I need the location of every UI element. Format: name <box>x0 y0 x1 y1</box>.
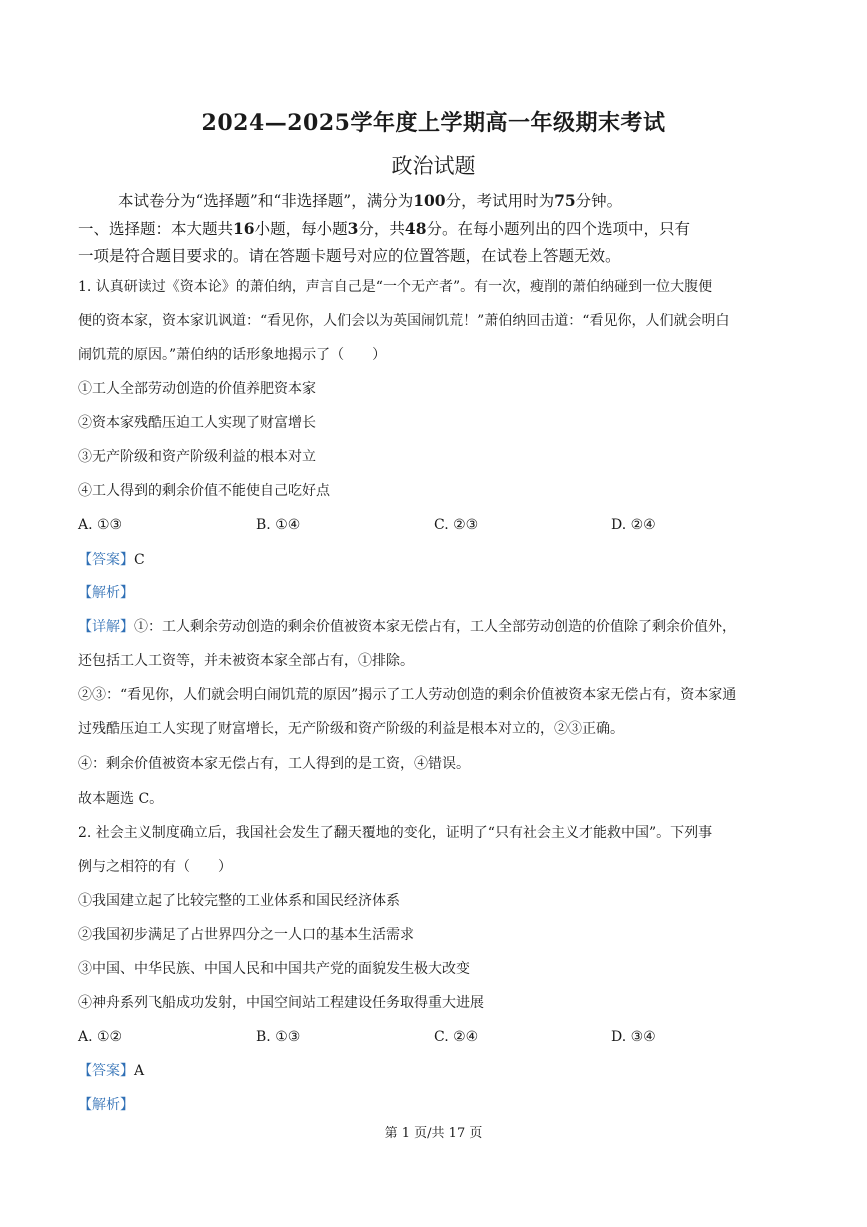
answer-tag: 【答案】 <box>78 1063 134 1079</box>
q1-analysis-tag: 【解析】 <box>78 585 134 601</box>
q1-stem-line: 闹饥荒的原因。”萧伯纳的话形象地揭示了（ ） <box>78 347 387 363</box>
q1-statement: ②资本家残酷压迫工人实现了财富增长 <box>78 415 316 431</box>
q1-statement: ①工人全部劳动创造的价值养肥资本家 <box>78 381 316 397</box>
detail-tag: 【详解】 <box>78 619 134 635</box>
intro-instructions: 本试卷分为“选择题”和“非选择题”，满分为100分，考试用时为75分钟。 <box>118 191 623 210</box>
full-score: 100 <box>413 191 446 210</box>
q2-statement: ②我国初步满足了占世界四分之一人口的基本生活需求 <box>78 927 414 943</box>
q1-conclusion: 故本题选 C。 <box>78 791 164 807</box>
page-number: 第 1 页/共 17 页 <box>384 1126 483 1141</box>
section-instructions: 一项是符合题目要求的。请在答题卡题号对应的位置答题，在试卷上答题无效。 <box>78 247 621 265</box>
q2-analysis-tag: 【解析】 <box>78 1097 134 1113</box>
q2-stem-line: 2. 社会主义制度确立后，我国社会发生了翻天覆地的变化，证明了“只有社会主义才能救中国”。下列事 <box>78 825 713 841</box>
q1-option-c: C. ②③ <box>434 517 479 533</box>
question-count: 16 <box>233 219 255 238</box>
points-each: 3 <box>347 219 359 238</box>
q2-option-c: C. ②④ <box>434 1029 479 1045</box>
points-total: 48 <box>404 219 427 238</box>
q1-detail-line: ④：剩余价值被资本家无偿占有，工人得到的是工资，④错误。 <box>78 756 470 772</box>
q1-statement: ③无产阶级和资产阶级利益的根本对立 <box>78 449 316 465</box>
q1-detail-line: ②③：“看见你，人们就会明白闹饥荒的原因”揭示了工人劳动创造的剩余价值被资本家无偿占有，资本家通 <box>78 687 737 703</box>
q2-statement: ③中国、中华民族、中国人民和中国共产党的面貌发生极大改变 <box>78 961 470 977</box>
q2-option-a: A. ①② <box>78 1029 123 1045</box>
q2-stem-line: 例与之相符的有（ ） <box>78 859 232 875</box>
q1-statement: ④工人得到的剩余价值不能使自己吃好点 <box>78 483 330 499</box>
answer-value: C <box>134 552 145 568</box>
q2-statement: ④神舟系列飞船成功发射，中国空间站工程建设任务取得重大进展 <box>78 995 484 1011</box>
section-heading: 一、选择题：本大题共16小题，每小题3分，共48分。在每小题列出的四个选项中，只有 <box>78 219 691 238</box>
q2-option-d: D. ③④ <box>611 1029 656 1045</box>
answer-value: A <box>134 1063 145 1079</box>
q2-answer <box>78 1063 800 1080</box>
q1-option-d: D. ②④ <box>611 517 656 533</box>
page-title: 2024—2025学年度上学期高一年级期末考试 <box>201 110 666 136</box>
q1-stem-line: 便的资本家，资本家讥讽道：“看见你，人们会以为英国闹饥荒！”萧伯纳回击道：“看见你，人们就会明白 <box>78 313 730 329</box>
q1-option-b: B. ①④ <box>256 517 301 533</box>
q1-detail-line: 过残酷压迫工人实现了财富增长，无产阶级和资产阶级的利益是根本对立的，②③正确。 <box>78 721 624 737</box>
exam-time: 75 <box>554 191 576 210</box>
answer-tag: 【答案】 <box>78 552 134 568</box>
q1-answer <box>78 552 800 569</box>
q2-option-b: B. ①③ <box>256 1029 301 1045</box>
q2-statement: ①我国建立起了比较完整的工业体系和国民经济体系 <box>78 893 400 909</box>
q1-detail: 【详解】①：工人剩余劳动创造的剩余价值被资本家无偿占有，工人全部劳动创造的价值除了剩余价值外， <box>78 619 736 635</box>
q1-option-a: A. ①③ <box>78 517 123 533</box>
page-subtitle: 政治试题 <box>391 154 476 178</box>
q1-stem-line: 1. 认真研读过《资本论》的萧伯纳，声言自己是“一个无产者”。有一次，瘦削的萧伯纳碰到一位大腹便 <box>78 279 713 295</box>
q1-detail-line: 还包括工人工资等，并未被资本家全部占有，①排除。 <box>78 653 414 669</box>
